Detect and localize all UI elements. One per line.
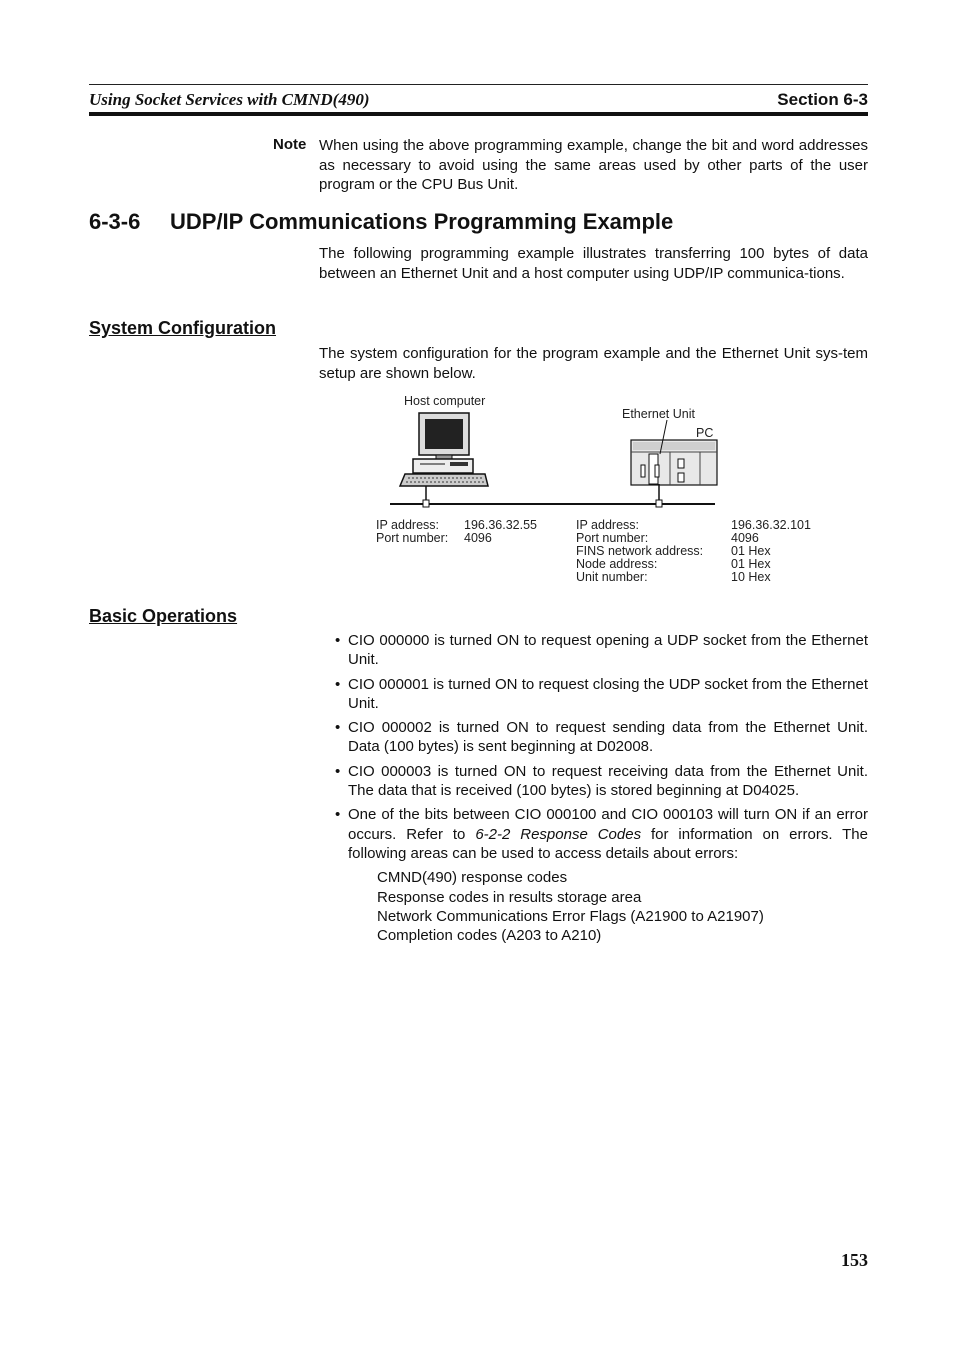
host-ip-value: 196.36.32.55 — [464, 518, 537, 532]
host-info — [376, 519, 537, 545]
list-item-text: CIO 000001 is turned ON to request closing the UDP socket from the Ethernet Unit. — [348, 675, 868, 712]
error-area-item: Completion codes (A203 to A210) — [377, 927, 602, 945]
unit-number-value: 10 Hex — [731, 570, 771, 584]
page-number: 153 — [841, 1250, 868, 1270]
unit-port-value: 4096 — [731, 531, 759, 545]
running-header-section: Section 6-3 — [777, 90, 868, 109]
host-port-value: 4096 — [464, 531, 492, 545]
error-areas-list — [319, 868, 868, 945]
pc-label: PC — [696, 426, 714, 440]
host-ip-label: IP address: — [376, 518, 440, 532]
running-header-title: Using Socket Services with CMND(490) — [89, 90, 370, 109]
unit-fins-network-label: FINS network address: — [576, 544, 704, 558]
section-number: 6-3-6 — [89, 209, 141, 234]
list-item: • CIO 000000 is turned ON to request opening a UDP socket from the Ethernet Unit. — [335, 632, 868, 669]
basic-operations-heading: Basic Operations — [89, 606, 238, 626]
error-area-item: Response codes in results storage area — [377, 888, 642, 906]
host-port-label: Port number: — [376, 531, 449, 545]
list-item-text: for information on errors. The following areas can be used to access details about errors: — [348, 825, 868, 862]
unit-info — [576, 519, 811, 584]
section-intro: The following programming example illustrates transferring 100 bytes of data between an Ethernet Unit and a host computer using UDP/IP communica-tions. — [319, 245, 868, 282]
header-bottom-rule — [89, 112, 868, 116]
list-item: • CIO 000003 is turned ON to request receiving data from the Ethernet Unit. The data that is received (100 bytes) is stored beginning at D04025. — [335, 762, 868, 800]
unit-number-label: Unit number: — [576, 570, 648, 584]
cross-reference-link[interactable]: 6-2-2 Response Codes — [475, 825, 642, 843]
note-label: Note — [273, 136, 307, 153]
header-top-rule — [89, 84, 868, 85]
pc-rack-icon — [631, 420, 717, 485]
list-item-text: CIO 000000 is turned ON to request opening a UDP socket from the Ethernet Unit. — [348, 632, 868, 669]
host-computer-label: Host computer — [404, 394, 486, 408]
unit-node-address-value: 01 Hex — [731, 557, 771, 571]
error-area-item: CMND(490) response codes — [377, 869, 568, 887]
basic-operations-list — [319, 631, 868, 945]
ethernet-unit-label: Ethernet Unit — [622, 407, 695, 421]
unit-ip-label: IP address: — [576, 518, 640, 532]
unit-ip-value: 196.36.32.101 — [731, 518, 811, 532]
note-text: When using the above programming example, change the bit and word addresses as necessary to avoid using the same areas used by other parts of the user program or the CPU Bus Unit. — [319, 137, 868, 193]
list-item-text: CIO 000002 is turned ON to request sending data from the Ethernet Unit. Data (100 bytes) is sent beginning at D02008. — [348, 719, 868, 756]
section-title-text: UDP/IP Communications Programming Example — [170, 209, 674, 234]
diagram-graphic — [370, 392, 730, 516]
unit-node-address-label: Node address: — [576, 557, 658, 571]
host-computer-icon — [400, 413, 488, 486]
system-configuration-text: The system configuration for the program example and the Ethernet Unit sys-tem setup are shown below. — [319, 345, 868, 382]
error-area-item: Network Communications Error Flags (A21900 to A21907) — [377, 907, 764, 925]
system-configuration-heading: System Configuration — [89, 318, 277, 338]
list-item: • CIO 000001 is turned ON to request closing the UDP socket from the Ethernet Unit. — [335, 675, 868, 712]
list-item: • One of the bits between CIO 000100 and CIO 000103 will turn ON if an error occurs. Refer to 6-2-2 Response Codes for information on errors. The following areas can be used to access details about errors: — [335, 806, 868, 862]
unit-port-label: Port number: — [576, 531, 649, 545]
section-title — [89, 209, 673, 235]
list-item-text: One of the bits between CIO 000100 and CIO 000103 will turn ON if an error occurs. Refer to — [348, 806, 868, 843]
list-item: • CIO 000002 is turned ON to request sending data from the Ethernet Unit. Data (100 bytes) is sent beginning at D02008. — [335, 719, 868, 756]
unit-fins-network-value: 01 Hex — [731, 544, 771, 558]
list-item-text: CIO 000003 is turned ON to request receiving data from the Ethernet Unit. The data that is received (100 bytes) is stored beginning at D04025. — [348, 762, 868, 800]
network-diagram — [370, 392, 730, 516]
